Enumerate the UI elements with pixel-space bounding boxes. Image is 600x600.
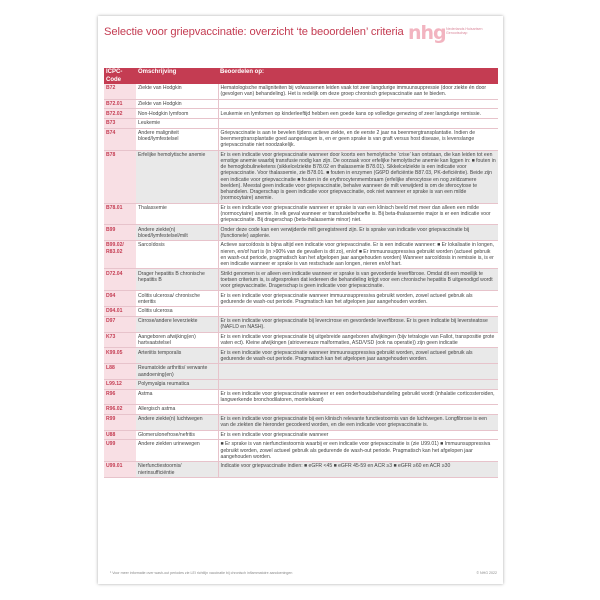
table-row: [104, 307, 498, 317]
code-cell: L88: [104, 364, 136, 380]
assessment-cell: Onder deze code kan een verwijderde milt geregistreerd zijn. Er is sprake van indicatie voor griepvaccinatie bij (functionele) asplenie.: [218, 225, 498, 241]
table-row: [104, 225, 498, 241]
code-cell: U88: [104, 430, 136, 440]
table-row: [104, 84, 498, 99]
nhg-logo: [408, 23, 498, 45]
assessment-cell: [218, 405, 498, 415]
table-row: [104, 430, 498, 440]
code-cell: D72.04: [104, 269, 136, 291]
assessment-cell: Er is een indicatie voor griepvaccinatie wanneer immuunsuppressiva gebruikt worden, zowel actueel gebruik als gedurende de wash-out periode. Pragmatisch kan het afgelopen jaar aangehouden worden.: [218, 348, 498, 364]
footnote: ¹ Voor meer informatie over wash-out periodes zie LEI richtlijn vaccinatie bij chronisch inflammatoire aandoeningen: [110, 571, 293, 575]
code-cell: R96.02: [104, 405, 136, 415]
code-cell: K99.05: [104, 348, 136, 364]
code-cell: B74: [104, 128, 136, 150]
logo-text: Nederlands Huisartsen Genootschap: [446, 27, 483, 36]
description-cell: Colitis ulcerosa/ chronische enteritis: [136, 291, 218, 307]
table-row: [104, 118, 498, 128]
description-cell: Reumatoïde arthritis/ verwante aandoening(en): [136, 364, 218, 380]
table-row: [104, 291, 498, 307]
code-cell: B78.01: [104, 203, 136, 225]
table-row: [104, 440, 498, 462]
column-header-description: Omschrijving: [136, 68, 218, 84]
description-cell: Arteriitis temporalis: [136, 348, 218, 364]
description-cell: Polymyalgia reumatica: [136, 379, 218, 389]
description-cell: Andere ziekte(n) luchtwegen: [136, 414, 218, 430]
description-cell: Drager hepatitis B chronische hepatitis B: [136, 269, 218, 291]
code-cell: U99: [104, 440, 136, 462]
assessment-cell: [218, 364, 498, 380]
assessment-cell: [218, 99, 498, 109]
document-page: [98, 16, 503, 584]
code-cell: B72: [104, 84, 136, 99]
code-cell: R99: [104, 414, 136, 430]
assessment-cell: Hematologische maligniteiten bij volwassenen leiden vaak tot zeer langdurige immuunsuppressie (door ziekte én door (gevolgen van) behandeling). Het is redelijk om deze groep chronisch griepvaccinatie aan te bieden.: [218, 84, 498, 99]
description-cell: Erfelijke hemolytische anemie: [136, 150, 218, 203]
table-row: [104, 462, 498, 478]
table-row: [104, 150, 498, 203]
table-row: [104, 364, 498, 380]
code-cell: B72.01: [104, 99, 136, 109]
code-cell: B73: [104, 118, 136, 128]
column-header-code: ICPC-Code: [104, 68, 136, 84]
description-cell: Ziekte van Hodgkin: [136, 84, 218, 99]
description-cell: Thalassemie: [136, 203, 218, 225]
assessment-cell: Er is een indicatie voor griepvaccinatie wanneer door koorts een hemolytische ‘crise’ kan ontstaan, die kan leiden tot een ernstige anemie waarbij transfusie nodig kan zijn. De oorzaak voor erfelijke hemolytische anemie kan liggen in: ■ fouten in de hemoglobulineketens (sikkelcelziekte B78.02 en thalassemie B78.01). Sikkelcelziekte is een indicatie voor griepvaccinatie. Voor thalassemie, zie B78.01. ■ fouten in enzymen (G6PD deficiëntie B87.03, PK-deficiëntie). Beide zijn een indicatie voor griepvaccinatie ■ fouten in de erythrocytenmembraam (erfelijke sferocytose en nog zeldzamere beelden). Meestal geen indicatie voor griepvaccinatie, behalve wanneer de milt verwijderd is om de sferocytose te behandelen. Dragerschap is geen indicatie voor griepvaccinatie, ook niet wanneer er sprake is van een milde (normocytaire) anemie.: [218, 150, 498, 203]
code-cell: D97: [104, 316, 136, 332]
table-row: [104, 405, 498, 415]
description-cell: Andere ziekte(n) bloed/lymfestelsel/milt: [136, 225, 218, 241]
table-row: [104, 348, 498, 364]
code-cell: D94.01: [104, 307, 136, 317]
assessment-cell: Er is een indicatie voor griepvaccinatie wanneer: [218, 430, 498, 440]
assessment-cell: Leukemie en lymfomen op kinderleeftijd hebben een goede kans op volledige genezing of zeer langdurige remissie.: [218, 109, 498, 119]
table-row: [104, 109, 498, 119]
description-cell: Allergisch astma: [136, 405, 218, 415]
assessment-cell: Er is een indicatie voor griepvaccinatie wanneer er sprake is van een klinisch beeld met meer dan alleen een milde (normocytaire) anemie. In elk geval wanneer er transfusiebehoefte is. Bij beta-thalassemie major is er een indicatie voor griepvaccinatie. Bij dragerschap (beta-thalassemie minor) niet.: [218, 203, 498, 225]
description-cell: Non-Hodgkin lymfoom: [136, 109, 218, 119]
assessment-cell: Er is een indicatie voor griepvaccinatie bij uitgebreide aangeboren afwijkingen (bijv tetralogie van Fallot, transpositie grote vaten ect). Kleine afwijkingen (atrioveneuze malformaties, ASD/VSD (ook na operatie)) zijn geen indicatie: [218, 332, 498, 348]
assessment-cell: Indicatie voor griepvaccinatie indien: ■ eGFR <45 ■ eGFR 45-59 en ACR ≥3 ■ eGFR ≥60 en ACR ≥30: [218, 462, 498, 478]
table-row: [104, 414, 498, 430]
assessment-cell: Griepvaccinatie is aan te bevelen tijdens actieve ziekte, en de eerste 2 jaar na beenmergtransplantatie. Indien de beenmergtransplantatie goed aangeslagen is, en er geen sprake is van graft versus host disease, is levenslange griepvaccinatie niet noodzakelijk.: [218, 128, 498, 150]
code-cell: B99: [104, 225, 136, 241]
assessment-cell: [218, 379, 498, 389]
criteria-table: [104, 68, 498, 478]
description-cell: Colitis ulcerosa: [136, 307, 218, 317]
assessment-cell: [218, 307, 498, 317]
description-cell: Leukemie: [136, 118, 218, 128]
logo-mark: nhg: [408, 22, 446, 44]
assessment-cell: Strikt genomen is er alleen een indicatie wanneer er sprake is van gevorderde leverfibrose. Omdat dit een moeilijk te toetsen criterium is, is afgesproken dat iedereen die behandeling krijgt voor een chronische hepatitis B uitgenodigd wordt voor griepvaccinatie. Dragerschap is geen indicatie voor griepvaccinatie.: [218, 269, 498, 291]
table-header-row: [104, 68, 498, 84]
column-header-assessment: Beoordelen op:: [218, 68, 498, 84]
code-cell: L99.12: [104, 379, 136, 389]
assessment-cell: Er is een indicatie voor griepvaccinatie bij levercirrose en gevorderde leverfibrose. Er is geen indicatie bij leversteatose (NAFLD en NASH).: [218, 316, 498, 332]
code-cell: B99.02/ R83.02: [104, 241, 136, 269]
page-header: [104, 22, 498, 52]
page-title: Selectie voor griepvaccinatie: overzicht ‘te beoordelen’ criteria: [104, 26, 404, 38]
table-row: [104, 316, 498, 332]
assessment-cell: Er is een indicatie voor griepvaccinatie wanneer er een onderhoudsbehandeling gebruikt wordt (inhalatie corticosteroiden, langwerkende bronchodilatoren, montelukast): [218, 389, 498, 405]
description-cell: Cirrose/andere leverziekte: [136, 316, 218, 332]
description-cell: Andere maligniteit bloed/lymfestelsel: [136, 128, 218, 150]
table-row: [104, 203, 498, 225]
description-cell: Ziekte van Hodgkin: [136, 99, 218, 109]
assessment-cell: Er is een indicatie voor griepvaccinatie bij een klinisch relevante functiestoornis van de luchtwegen. Longfibrose is een van de ziekten die hieronder gecodeerd worden, en die een indicatie voor griepvaccinatie is.: [218, 414, 498, 430]
description-cell: Nierfunctiestoornis/ nierinsufficiëntie: [136, 462, 218, 478]
copyright: © NHG 2022: [476, 571, 497, 575]
table-row: [104, 379, 498, 389]
table-row: [104, 389, 498, 405]
code-cell: D94: [104, 291, 136, 307]
assessment-cell: Actieve sarcoïdosis is bijna altijd een indicatie voor griepvaccinatie. Er is een indicatie wanneer: ■ Er lokalisatie in longen, nieren, en/of hart is (in >90% van de gevallen is dit zo), en/of ■ Er immuunsuppressiva gebruikt worden (actueel gebruik en wash-out periode, pragmatisch kan het afgelopen jaar aangehouden worden) Wanneer sarcoïdosis in remissie is, is er een indicatie wanneer er sprake is van restschade aan longen, nieren en/of hart.: [218, 241, 498, 269]
table-row: [104, 269, 498, 291]
table-row: [104, 332, 498, 348]
code-cell: B72.02: [104, 109, 136, 119]
table-row: [104, 99, 498, 109]
description-cell: Aangeboren afwijking(en) hartvaatstelsel: [136, 332, 218, 348]
description-cell: Sarcoïdosis: [136, 241, 218, 269]
code-cell: R96: [104, 389, 136, 405]
assessment-cell: ■ Er sprake is van nierfunctiestoornis waarbij er een indicatie voor griepvaccinatie is (zie U99.01) ■ Immuunsuppressiva gebruikt worden, zowel actueel gebruik als gedurende de wash-out periode. Pragmatisch kan het afgelopen jaar aangehouden worden.: [218, 440, 498, 462]
description-cell: Glomerulonefrose/nefritis: [136, 430, 218, 440]
code-cell: B78: [104, 150, 136, 203]
table-row: [104, 128, 498, 150]
code-cell: K73: [104, 332, 136, 348]
table-body: [104, 84, 498, 477]
code-cell: U99.01: [104, 462, 136, 478]
assessment-cell: Er is een indicatie voor griepvaccinatie wanneer immuunsuppressiva gebruikt worden, zowel actueel gebruik als gedurende de wash-out periode. Pragmatisch kan het afgelopen jaar aangehouden worden.: [218, 291, 498, 307]
table-row: [104, 241, 498, 269]
description-cell: Andere ziekten urinewegen: [136, 440, 218, 462]
assessment-cell: [218, 118, 498, 128]
description-cell: Astma: [136, 389, 218, 405]
